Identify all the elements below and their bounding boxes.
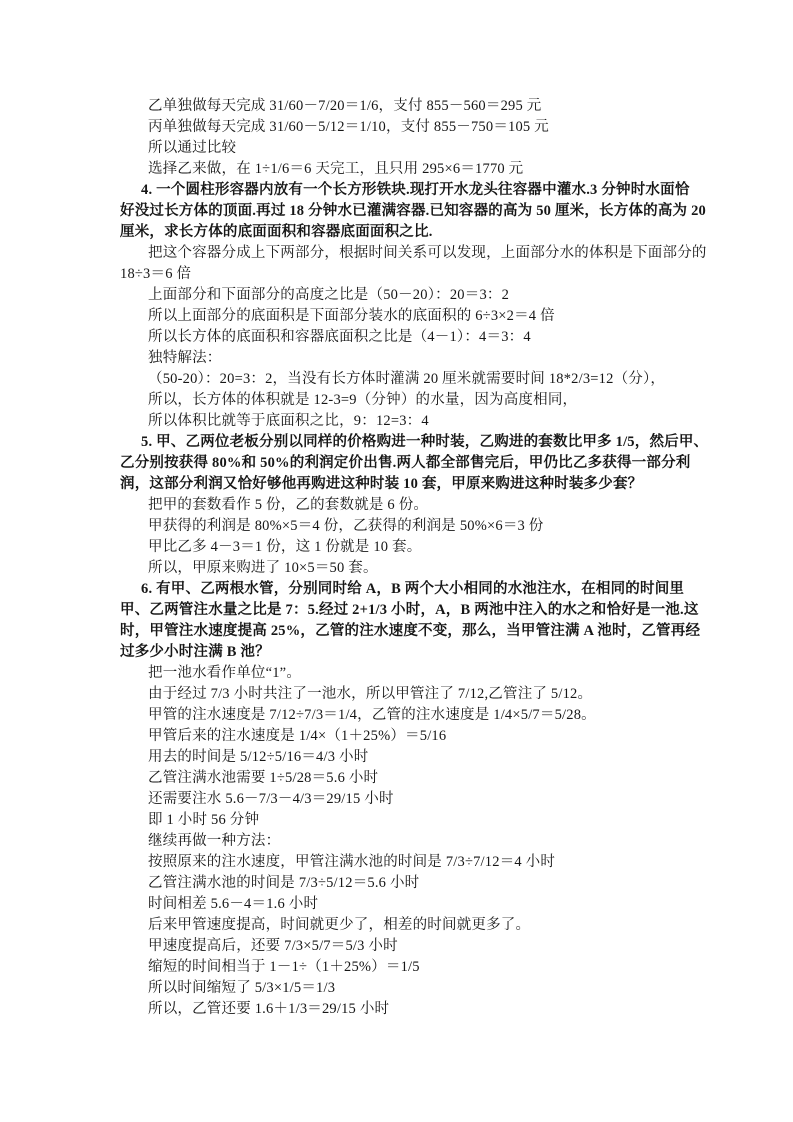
problem-statement-line: 5. 甲、乙两位老板分别以同样的价格购进一种时装，乙购进的套数比甲多 1/5，然后甲、 bbox=[141, 434, 709, 450]
solution-text-line: 把甲的套数看作 5 份，乙的套数就是 6 份。 bbox=[148, 497, 429, 513]
solution-text-line: 所以，乙管还要 1.6＋1/3＝29/15 小时 bbox=[148, 1001, 390, 1017]
solution-text-line: 独特解法： bbox=[148, 350, 222, 366]
solution-text-line: 丙单独做每天完成 31/60－5/12＝1/10，支付 855－750＝105 元 bbox=[148, 119, 549, 135]
solution-text-line: 甲管的注水速度是 7/12÷7/3＝1/4，乙管的注水速度是 1/4×5/7＝5/28。 bbox=[148, 707, 596, 723]
solution-text-line: 乙管注满水池的时间是 7/3÷5/12＝5.6 小时 bbox=[148, 875, 420, 891]
solution-text-line: 由于经过 7/3 小时共注了一池水，所以甲管注了 7/12,乙管注了 5/12。 bbox=[148, 686, 593, 702]
solution-text-line: 时间相差 5.6－4＝1.6 小时 bbox=[148, 896, 319, 912]
solution-text-line: 所以，长方体的体积就是 12-3=9（分钟）的水量，因为高度相同， bbox=[148, 392, 578, 408]
problem-statement-line: 甲、乙两管注水量之比是 7：5.经过 2+1/3 小时，A，B 两池中注入的水之和恰好是一池.这 bbox=[120, 602, 699, 618]
solution-text-line: 把这个容器分成上下两部分，根据时间关系可以发现，上面部分水的体积是下面部分的 bbox=[148, 245, 707, 261]
solution-text-line: 所以上面部分的底面积是下面部分装水的底面积的 6÷3×2＝4 倍 bbox=[148, 308, 555, 324]
solution-text-line: 所以，甲原来购进了 10×5＝50 套。 bbox=[148, 560, 378, 576]
solution-text-line: 所以通过比较 bbox=[148, 140, 237, 156]
solution-text-line: 选择乙来做，在 1÷1/6＝6 天完工，且只用 295×6＝1770 元 bbox=[148, 161, 524, 177]
problem-statement-line: 6. 有甲、乙两根水管，分别同时给 A，B 两个大小相同的水池注水，在相同的时间里 bbox=[141, 581, 685, 597]
solution-text-line: 上面部分和下面部分的高度之比是（50－20）：20＝3：2 bbox=[148, 287, 510, 303]
solution-text-line: 18÷3＝6 倍 bbox=[120, 266, 192, 282]
problem-statement-line: 乙分别按获得 80%和 50%的利润定价出售.两人都全部售完后，甲仍比乙多获得一部分利 bbox=[120, 455, 691, 471]
solution-text-line: 缩短的时间相当于 1－1÷（1＋25%）＝1/5 bbox=[148, 959, 420, 975]
problem-statement-line: 好没过长方体的顶面.再过 18 分钟水已灌满容器.已知容器的高为 50 厘米，长方体的高为 20 bbox=[120, 203, 706, 219]
solution-text-line: 所以时间缩短了 5/3×1/5＝1/3 bbox=[148, 980, 336, 996]
problem-statement-line: 厘米，求长方体的底面面积和容器底面面积之比. bbox=[120, 224, 433, 240]
solution-text-line: 继续再做一种方法： bbox=[148, 833, 281, 849]
problem-statement-line: 过多少小时注满 B 池？ bbox=[120, 644, 270, 660]
solution-text-line: 按照原来的注水速度，甲管注满水池的时间是 7/3÷7/12＝4 小时 bbox=[148, 854, 556, 870]
solution-text-line: 甲比乙多 4－3＝1 份，这 1 份就是 10 套。 bbox=[148, 539, 422, 555]
solution-text-line: 乙管注满水池需要 1÷5/28＝5.6 小时 bbox=[148, 770, 379, 786]
problem-statement-line: 时，甲管注水速度提高 25%，乙管的注水速度不变，那么，当甲管注满 A 池时，乙管再经 bbox=[120, 623, 701, 639]
solution-text-line: 所以长方体的底面积和容器底面积之比是（4－1）：4＝3：4 bbox=[148, 329, 531, 345]
document-content bbox=[120, 96, 709, 1020]
solution-text-line: 即 1 小时 56 分钟 bbox=[148, 812, 260, 828]
solution-text-line: （50-20）：20=3：2，当没有长方体时灌满 20 厘米就需要时间 18*2/3=12（分）， bbox=[148, 371, 666, 387]
solution-text-line: 甲获得的利润是 80%×5＝4 份，乙获得的利润是 50%×6＝3 份 bbox=[148, 518, 544, 534]
solution-text-line: 用去的时间是 5/12÷5/16＝4/3 小时 bbox=[148, 749, 369, 765]
solution-text-line: 乙单独做每天完成 31/60－7/20＝1/6，支付 855－560＝295 元 bbox=[148, 98, 542, 114]
problem-statement-line: 4. 一个圆柱形容器内放有一个长方形铁块.现打开水龙头往容器中灌水.3 分钟时水面恰 bbox=[141, 182, 690, 198]
solution-text-line: 甲管后来的注水速度是 1/4×（1＋25%）＝5/16 bbox=[148, 728, 447, 744]
solution-text-line: 甲速度提高后，还要 7/3×5/7＝5/3 小时 bbox=[148, 938, 398, 954]
problem-statement-line: 润，这部分利润又恰好够他再购进这种时装 10 套，甲原来购进这种时装多少套？ bbox=[120, 476, 643, 492]
solution-text-line: 所以体积比就等于底面积之比，9：12=3：4 bbox=[148, 413, 429, 429]
solution-text-line: 还需要注水 5.6－7/3－4/3＝29/15 小时 bbox=[148, 791, 394, 807]
solution-text-line: 后来甲管速度提高，时间就更少了，相差的时间就更多了。 bbox=[148, 917, 531, 933]
solution-text-line: 把一池水看作单位“1”。 bbox=[148, 665, 302, 681]
